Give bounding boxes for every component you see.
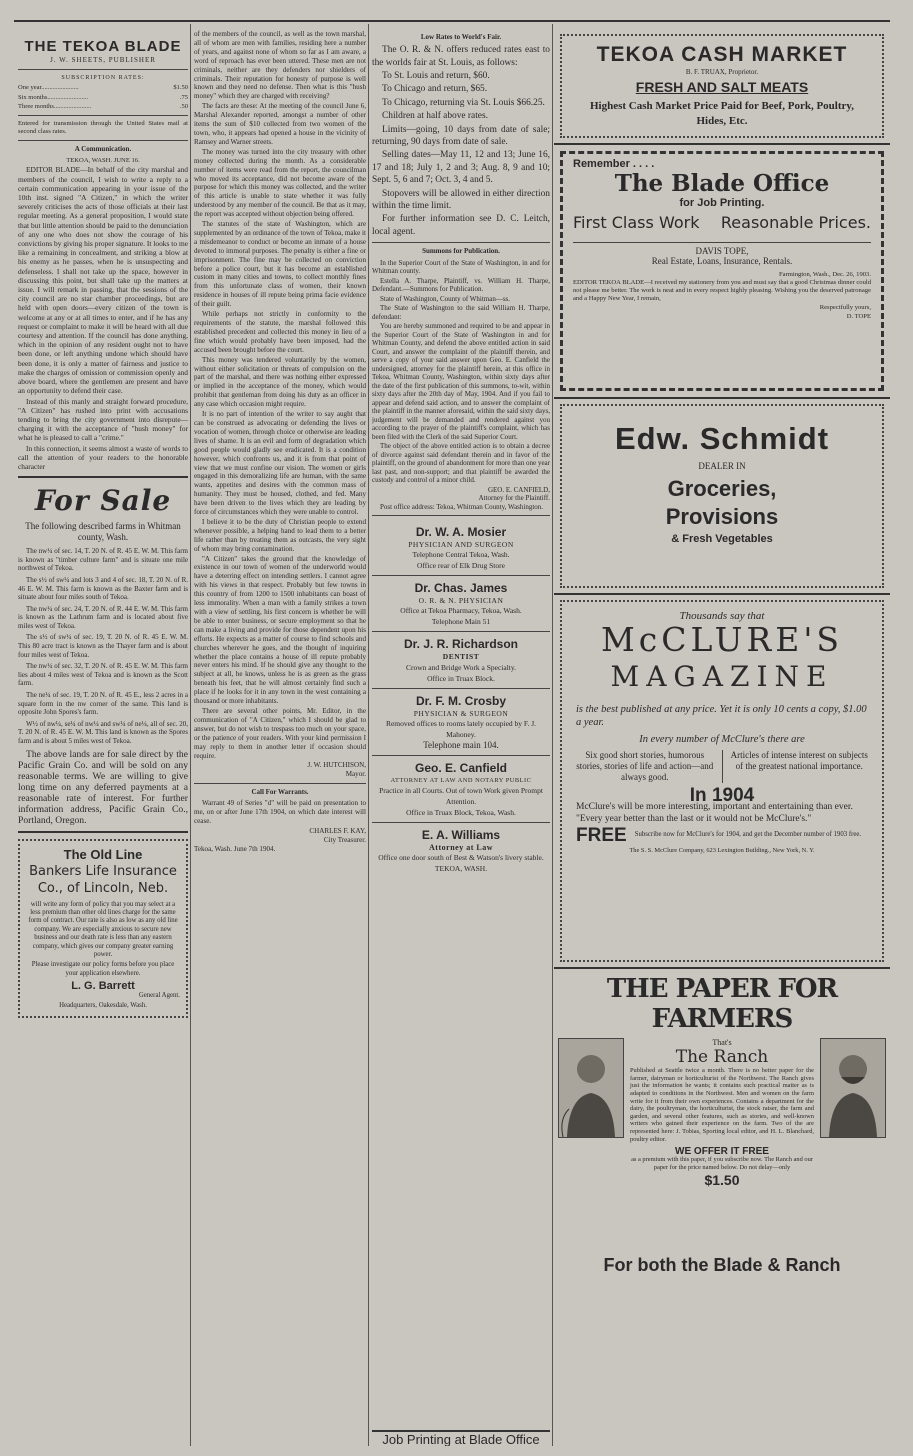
letter-paragraph: While perhaps not strictly in conformity to the requirements of the statute, the marshal followed this established precedent and collected this money in lieu of a fine which would probably have been imposed, had the accused been brought before the court. [194,310,366,354]
letter-paragraph: The statutes of the state of Washington, which are supplemented by an ordinance of the town of Tekoa, make it a misdemeanor to conduct or become an inmate of a house devoted to immoral purposes. The penalty is either a fine or imprisonment. The fine may be collected on conviction before a police court, but it has become an established custom in many cities and towns, to collect monthly fines from this unfortunate class of women, their known residence in houses of ill repute being prima facie evidence of their guilt. [194,220,366,309]
rates-heading: SUBSCRIPTION RATES: [61,75,145,82]
for-sale-closing: The above lands are for sale direct by the Pacific Grain Co. and will be sold on any reasonable terms. We are willing to give long time on any deferred payments at a reasonable rate of interest. For further information address, Pacific Grain Co., Portland, Oregon. [18,748,188,826]
ad-title: McCLURE'S [600,620,844,660]
column-rule [552,24,553,1446]
communication-paragraph: EDITOR BLADE—In behalf of the city marshal and members of the council, I wish to write a reply to a certain communication appearing in your issue of the 10th inst. signed "A Citizen," in which the writer severely criticises the acts of those officials at their last regular meeting. As a general proposition, I would state that but little attention should be paid to the denunciation of any one who does not show the courage of his convictions by giving his proper signature. It looks to me like a remaining in concealment, and striking a blow at his enemy as he passes, when he is unsuspecting and defenseless. I shall not take up the space, however in discussing this point, but shall take up the matters at issue. I will remark in passing, that the sessions of the city council are no star chamber proceedings, but are held with open doors—every citizen of the town is welcome at any or at all times to enter, and if he has any request or complaint to make it will be heard with all due courtesy and attention. If the council has done anything, which in the opinion of any resident ought not to have been done, or left anything undone which should have been done, it is only a matter of fairness and justice to make the charges of omission or commission openly and above board, where the gentlemen are present and have an opportunity to defend their case. [18,165,188,396]
letter-close: Respectfully yours, [819,304,871,312]
ad-tagline: First Class Work Reasonable Prices. [573,213,871,233]
communication-heading: A Communication. [74,145,132,154]
summons-heading: Summons for Publication. [422,247,500,256]
column-4 [554,30,890,1446]
portrait-illustration [820,1038,886,1138]
masthead-publisher: J. W. SHEETS, PUBLISHER [50,56,156,64]
letter-signature: D. TOPE [846,313,871,321]
ad-line: Real Estate, Loans, Insurance, Rentals. [651,255,793,266]
ad-body: In every number of McClure's there are [639,734,805,746]
warrants-signature: CHARLES F. KAY, [309,826,366,835]
ad-body: Please investigate our policy forms before you place your application elsewhere. [31,961,175,977]
warrants-signature-title: City Treasurer. [323,835,366,844]
ad-year: In 1904 [689,785,755,807]
column-rule [190,24,191,1446]
fair-heading: Low Rates to World's Fair. [420,33,502,41]
communication-paragraph: Instead of this manly and straight forward procedure, "A Citizen" has rushed into print with accusations tending to bring the city government into disrepute—charging it with the acceptance of "hush money" for what he is pleased to call a "crime." [18,396,188,443]
cash-market-ad [560,34,884,138]
ad-address: The S. S. McClure Company, 623 Lexington Building., New York, N. Y. [629,846,815,854]
letter-paragraph: The facts are these: At the meeting of the council June 6, Marshal Alexander reported, amongst a number of other items the sum of $10 collected from two women of the town, who, it appears had opened a house in the vicinity of Ramsey and Warner streets. [194,102,366,146]
ad-proprietor: B. F. TRUAX, Proprietor. [685,68,759,76]
rate-row: One year....................... $1.50 [18,84,188,92]
portrait-illustration [558,1038,624,1138]
ad-footer: For both the Blade & Ranch [603,1254,841,1275]
letter-date: Farmington, Wash., Dec. 26, 1903. [778,270,871,278]
warrants-date: Tekoa, Wash. June 7th 1904. [194,844,276,853]
ad-dealer: DEALER IN [698,461,746,471]
job-printing-banner: Job Printing at Blade Office [372,1430,550,1444]
ad-body: McClure's will be more interesting, important and entertaining than ever. "Every year better than the last or it would not be McClure's." [576,801,853,824]
ad-offer: WE OFFER IT FREE [675,1146,769,1158]
ad-offer-text: as a premium with this paper, if you subscribe now. The Ranch and our paper for the price named below. Do not delay—only [631,1156,813,1171]
ad-line: Groceries, [667,476,777,502]
ad-title: Co., of Lincoln, Neb. [37,880,169,896]
ad-body: Published at Seattle twice a month. There is no better paper for the farmer, dairyman or horticulturist of the Northwest. The Ranch gives just the information he wants; it contains such practical matter as is adapted to conditions in the Northwest. Men and women on the farm write for it from their own experiences. Contains a department for the dairy, the poultryman, the horticulturist, the stock raiser, the farm and garden, and several other features, such as stories, and well-known writers who gained their experience on the farm. Two of the are represented here: J. Tobias, Sporting local editor, and H. L. Blanchard, poultry editor. [630,1067,814,1143]
blade-office-ad [560,151,884,391]
for-sale-intro: The following described farms in Whitman county, Wash. [25,521,181,543]
ad-body: will write any form of policy that you may select at a less premium than other old lines charge for the same form of contract. Our rate is also as low as any old line company. We are especially anxious to secure new business and our death rate is less than any eastern company, which gives our company greater earning power. [28,900,178,959]
letter-paragraph: of the members of the council, as well as the town marshal, all of whom are men with families, residing here a number of years, and against none of whom so far as I am aware, a word of reproach has ever been uttered. These men are not criminals, neither are they defenders nor shielders of criminals. Their reputation for honesty of purpose is well known and they need no defense. Then what is this "hush money" which they are charged with receiving? [194,30,366,101]
column-1 [18,30,188,1446]
ad-title: TEKOA CASH MARKET [596,43,848,66]
farm-listing: The ne¼ of sec. 19, T. 20 N. of R. 45 E., less 2 acres in a square form in the nw corner of the same. This land is opposite John Spores's farm. [18,691,188,717]
ad-body: is the best published at any price. Yet it is only 10 cents a copy, $1.00 a year. [576,704,867,729]
summons-body: In the Superior Court of the State of Washington, in and for Whitman county. Estella A. Tharpe, Plaintiff, vs. William H. Tharpe, Defendant.—Summons for Publication. State of Washington, County of Whitman—ss. The State of Washington to the said William H. Tharpe, defendant: You are hereby summoned and required to be and appear in the Superior Court of the State of Washington in and for Whitman County, and defend the above entitled action in said Court, and answer the complaint of the plaintiff therein, and serve a copy of your said answer upon Geo. E. Canfield the undersigned, attorney for the plaintiff herein, at this office in Tekoa, Whitman County, Washington, within sixty days after the date of the first publication of this summons, to-wit, within sixty days after the 20th day of May, 1904. And if you fail to appear and defend said action, and to answer the complaint of the plaintiff in the manner aforesaid, within the said sixty days, judgement will be demanded and rendered against you according to the prayer of the plaintiff's complaint, which has been filed with the Clerk of the said Superior Court. The object of the above entitled action is to obtain a decree of divorce against said defendant therein and in favor of the plaintiff, on the ground of abandonment for more than one year last past, and non-support; and that plaintiff be awarded the custody and control of a minor child. GEO. E. CANFIELD, Attorney for the Plaintiff. Post office address: Tekoa, Whitman County, Washington. [372,258,550,511]
letter-body: EDITOR TEKOA BLADE—I received my stationery from you and must say that a good Christmas dinner could not please me better. The work is neat and in every respect highly pleasing. Wishing you the deserved patronage and a Happy New Year, I remain, [573,279,871,303]
entered-notice: Entered for transmission through the United States mail at second class rates. [18,120,188,136]
communication-dateline: TEKOA, WASH. JUNE 16. [66,157,140,165]
ad-remember: Remember . . . . [573,158,655,170]
doctor-card: Dr. J. R. Richardson DENTIST Crown and Bridge Work a Specialty. Office in Truax Block. [372,632,550,688]
ad-price: $1.50 [704,1171,740,1188]
ad-line: Provisions [665,504,779,530]
ad-subtitle: for Job Printing. [679,197,765,210]
letter-paragraph: There are several other points, Mr. Editor, in the communication of "A Citizen," which I should be glad to answer, but do not wish to trespass too much on your space, or the patience of your readers. With your kind permission I may reply to them in another letter if occasion should require. [194,706,366,760]
ad-features: Six good short stories, humorous stories, stories of life and action—and always good. Articles of intense interest on subjects of the greatest national importance. [576,750,868,783]
schmidt-ad [560,404,884,588]
ad-line: & Fresh Vegetables [671,533,773,546]
warrants-heading: Call For Warrants. [251,788,309,797]
doctor-card: Dr. F. M. Crosby PHYSICIAN & SURGEON Removed offices to rooms lately occupied by F. J. Mahoney. Telephone main 104. [372,689,550,756]
farm-listing: The nw¼ of sec. 32, T. 20 N. of R. 45 E. W. M. This farm lies about 4 miles west of Tekoa and is known as the Scott farm. [18,662,188,688]
ad-free: FREE Subscribe now for McClure's for 1904, and get the December number of 1903 free. [576,824,862,846]
ad-name: DAVIS TOPE, [695,246,749,257]
ad-title: The Blade Office [614,170,830,198]
ad-thats: That's [712,1038,732,1047]
newspaper-page [14,20,890,1446]
ad-title: Bankers Life Insurance [29,863,177,879]
column-rule [368,24,369,1446]
farm-listing: The nw¼ of sec. 24, T. 20 N. of R. 44 E. W. M. This farm is known as the Lathrum farm and is located about five miles west of Tekoa. [18,604,188,630]
ad-agent-title: General Agent. [138,992,180,1000]
rates-list [18,83,188,111]
rate-row: Three months....................... .50 [18,102,188,110]
fair-notice: The O. R. & N. offers reduced rates east to the worlds fair at St. Louis, as follows: To St. Louis and return, $60. To Chicago and return, $65. To Chicago, returning via St. Louis $66.25. Children at half above rates. Limits—going, 10 days from date of sale; returning, 90 days from date of sale. Selling dates—May 11, 12 and 13; June 16, 17 and 18; July 1, 2 and 3; Aug. 8, 9 and 10; Sept. 5, 6 and 7; Oct. 3, 4 and 5. Stopovers will be allowed in either direction within the time limit. For further information see D. C. Leitch, local agent. [372,45,550,237]
ad-title: The Old Line [63,846,143,862]
doctor-card: E. A. Williams Attorney at Law Office one door south of Best & Watson's livery stable. TEKOA, WASH. [378,828,544,874]
ad-body: Highest Cash Market Price Paid for Beef, Pork, Poultry, Hides, Etc. [589,100,855,128]
farm-listing: The s½ of sw¼ of sec. 19, T. 20 N. of R. 45 E. W. M. This 80 acre tract is known as the Thayer farm and is about four miles west of Tekoa. [18,633,188,659]
farm-listing: W½ of nw¼, se¼ of nw¼ and sw¼ of ne¼, all of sec. 20, T. 20 N. of R. 45 E. W. M. This land is known as the Spores farm and is about 5 miles west of Tekoa. [18,719,188,745]
letter-paragraph: This money was tendered voluntarily by the women, without either solicitation or threats of compulsion on the part of the marshal, and there was nothing either expressed or implied in the acceptance of the money, which would prohibit that gentleman from doing his duty as an officer in any case which occasion might require. [194,355,366,409]
letter-paragraph: It is no part of intention of the writer to say aught that can be construed as advocating or defending the lives or vocation of women, through choice or otherwise are leading lives of shame. It is an evil and form of degradation which good people would gladly see eradicated. It is a condition however, which confronts us, and it is from that point of view that we must confine our vision. The women or girls engaged in this demoralizing life are human, with the same wants, appetites and desires with the common mass of humanity. They must be housed, clothed, and fed. Many have been driven to the lives which they are leading by force of circumstances which they were unable to control. [194,410,366,517]
farm-listing: The s½ of sw¼ and lots 3 and 4 of sec. 18, T. 20 N. of R. 46 E. W. M. This farm is known as the Baxter farm and is situate about four miles south of Tekoa. [18,575,188,602]
ad-title: MAGAZINE [610,660,834,694]
ad-address: Headquarters, Oakesdale, Wash. [59,1001,147,1009]
rate-row: Six months......................... .75 [18,93,188,101]
ad-subtitle: FRESH AND SALT MEATS [635,79,809,96]
ranch-ad [558,974,886,1274]
warrants-body: Warrant 49 of Series "d" will be paid on presentation to me, on or after June 17th 1904, on which date interest will cease. [194,799,366,825]
for-sale-title: For Sale [34,484,172,518]
ad-thousands: Thousands say that [679,610,765,622]
farm-listing: The nw¼ of sec. 14, T. 20 N. of R. 45 E. W. M. This farm is known as "timber culture farm" and is situate one mile northwest of Tekoa. [18,547,188,573]
letter-paragraph: "A Citizen" takes the ground that the knowledge of existence in our town of women of the underworld would have a deterring effect on intending settlers. I cannot agree with his views in that respect. Probably but few towns in this country of from 1200 to 1500 inhabitants can boast of less immorality. When a man with a family strikes a town with a view of settling, his first concern is whether he will be able to enter business, or secure employment so that he can make a living and provide for those dependent upon his efforts. He expects as a matter of course to find schools and churches wherever he goes, and the thought of inquiring whether the place contains a house of ill repute probably never enters his mind. If he should give any thought to the subject at all, he knows, unless he is as green as the grass beneath his feet, that he will almost certainly find such a place if he looks for it in any town in the west containing a thousand or more inhabitants. [194,554,366,706]
ad-title: THE PAPER FOR FARMERS [606,974,838,1034]
column-2 [194,30,366,1446]
letter-signature-title: Mayor. [345,770,366,779]
letter-paragraph: The money was turned into the city treasury with other money collected during the month. As a considerable number of items were read from the report, the councilman who moved its acceptance, did not become aware of the purpose for which this money was collected, and the writer of this article is unable to state whether it was fully understood by any member of the council. Be that as it may, the report was accepted without objection being offered. [194,147,366,219]
column-3 [372,30,550,1446]
ad-subtitle: The Ranch [675,1047,769,1068]
mcclures-ad [560,600,884,962]
ad-agent-name: L. G. Barrett [71,980,135,993]
doctor-card: Geo. E. Canfield ATTORNEY AT LAW AND NOTARY PUBLIC Practice in all Courts. Out of town Work given Prompt Attention. Office in Truax Block, Tekoa, Wash. [372,756,550,823]
letter-paragraph: I believe it to be the duty of Christian people to extend whenever possible, a helping hand to lead them to a better life rather than by treating them as outcasts, the very sight of whom may bring contamination. [194,517,366,553]
old-line-insurance-ad [18,839,188,1018]
communication-paragraph: In this connection, it seems almost a waste of words to call the attention of your readers to the honorable character [18,443,188,471]
doctor-card: Dr. Chas. James O. R. & N. PHYSICIAN Office at Tekoa Pharmacy, Tekoa, Wash. Telephone Main 51 [372,576,550,632]
letter-signature: J. W. HUTCHISON, [307,761,366,770]
doctor-card: Dr. W. A. Mosier PHYSICIAN AND SURGEON Telephone Central Tekoa, Wash. Office rear of Elk Drug Store [372,520,550,576]
ad-title: Edw. Schmidt [614,421,830,456]
masthead-title: THE TEKOA BLADE [24,38,182,55]
